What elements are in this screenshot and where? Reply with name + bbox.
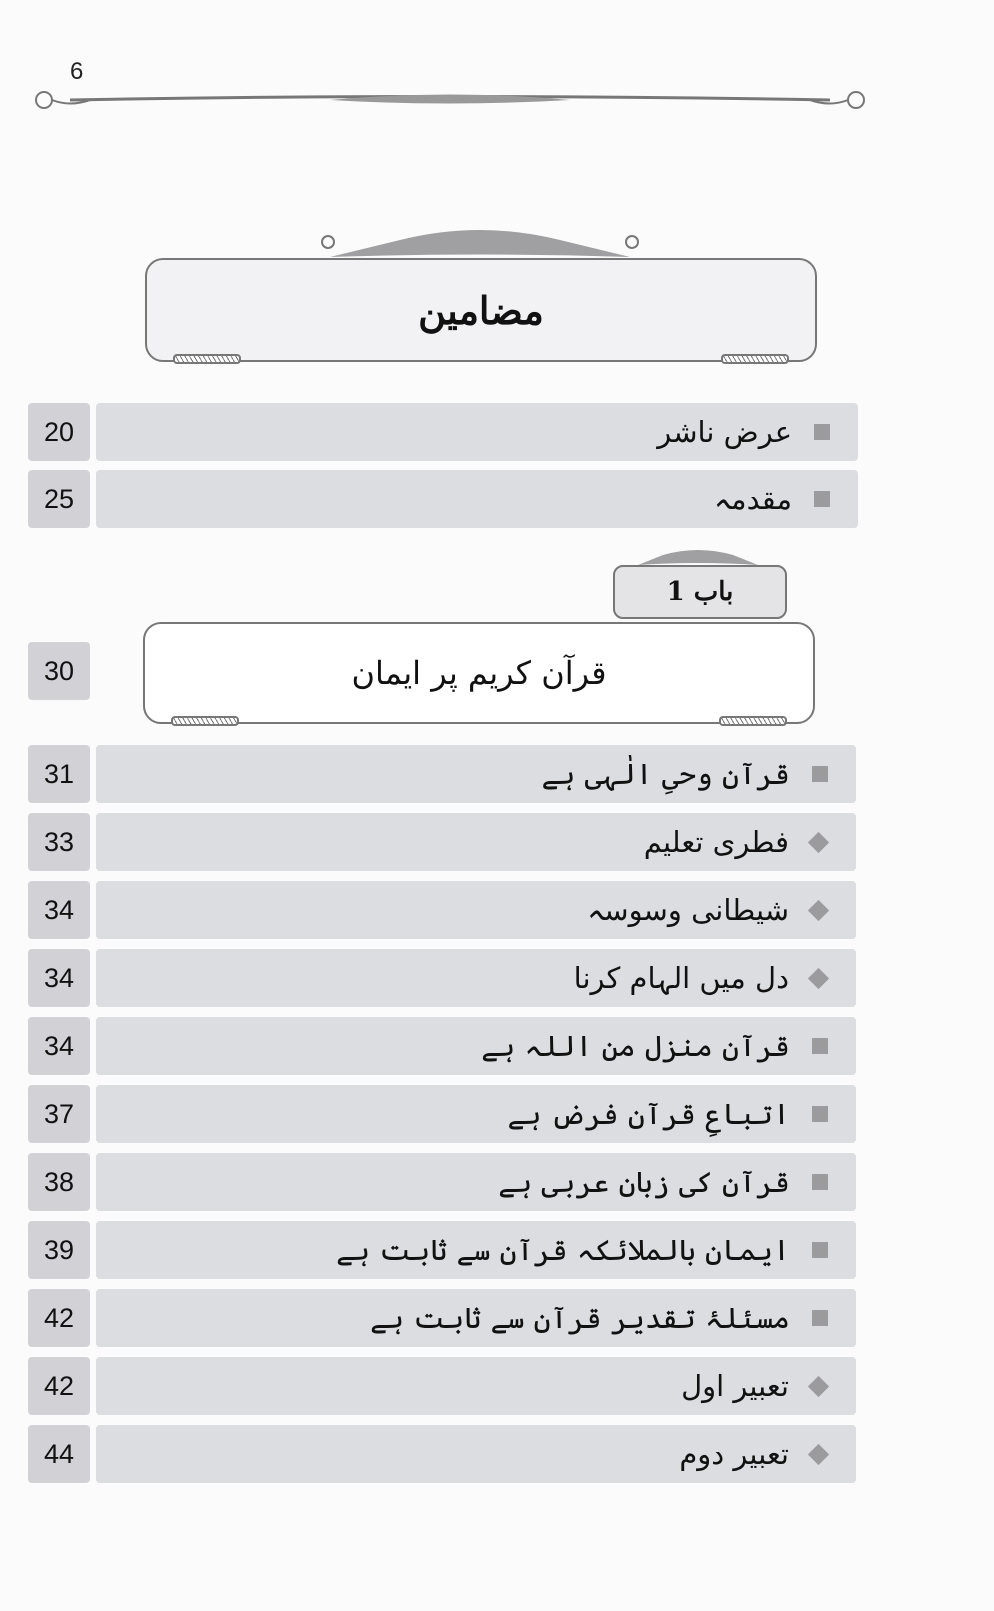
toc-entry[interactable] [96, 745, 856, 803]
chapter-ornament [628, 545, 768, 567]
toc-page-number: 33 [28, 813, 90, 871]
diamond-bullet-icon [808, 899, 829, 920]
toc-entry-label: ایمان بالملائکہ قرآن سے ثابت ہے [336, 1233, 790, 1267]
chapter-badge-label: باب 1 [666, 577, 734, 607]
toc-entry[interactable] [96, 1357, 856, 1415]
toc-entry[interactable] [96, 1289, 856, 1347]
square-bullet-icon [814, 424, 830, 440]
square-bullet-icon [814, 491, 830, 507]
toc-entry[interactable] [96, 1017, 856, 1075]
toc-page-number: 44 [28, 1425, 90, 1483]
toc-entry[interactable] [96, 1085, 856, 1143]
header-ornament [30, 85, 870, 115]
square-bullet-icon [812, 1310, 828, 1326]
toc-entry[interactable] [96, 1221, 856, 1279]
toc-entry[interactable] [96, 1153, 856, 1211]
toc-entry-label: فطری تعلیم [643, 825, 789, 859]
chapter-badge [613, 565, 787, 619]
toc-page-number: 25 [28, 470, 90, 528]
chapter-page-number: 30 [28, 642, 90, 700]
toc-entry[interactable] [96, 881, 856, 939]
diamond-bullet-icon [808, 1375, 829, 1396]
square-bullet-icon [812, 766, 828, 782]
chapter-title: قرآن کریم پر ایمان [351, 654, 607, 692]
page-number: 6 [70, 58, 84, 85]
toc-entry-label: مسئلۂ تقدیر قرآن سے ثابت ہے [370, 1301, 790, 1335]
toc-entry-label: قرآن وحیِ الٰہی ہے [541, 757, 790, 791]
toc-entry-label: مقدمہ [714, 482, 792, 516]
page-title: مضامین [418, 287, 544, 333]
toc-page-number: 42 [28, 1289, 90, 1347]
toc-entry[interactable] [96, 813, 856, 871]
chapter-title-box[interactable] [143, 622, 815, 724]
toc-page-number: 39 [28, 1221, 90, 1279]
toc-page-number: 34 [28, 949, 90, 1007]
toc-page-number: 42 [28, 1357, 90, 1415]
toc-page-number: 34 [28, 881, 90, 939]
toc-page-number: 37 [28, 1085, 90, 1143]
toc-entry-label: قرآن کی زبان عربی ہے [498, 1165, 790, 1199]
toc-entry-label: تعبیر اول [681, 1369, 789, 1403]
diamond-bullet-icon [808, 831, 829, 852]
toc-entry-label: اتباعِ قرآن فرض ہے [507, 1097, 790, 1131]
toc-entry[interactable] [96, 949, 856, 1007]
square-bullet-icon [812, 1242, 828, 1258]
toc-entry[interactable] [96, 403, 858, 461]
diamond-bullet-icon [808, 1443, 829, 1464]
toc-page-number: 31 [28, 745, 90, 803]
toc-entry-label: شیطانی وسوسہ [587, 893, 789, 927]
toc-entry[interactable] [96, 470, 858, 528]
toc-page-number: 34 [28, 1017, 90, 1075]
title-ornament [310, 222, 650, 262]
toc-entry-label: قرآن منزل من اللہ ہے [481, 1029, 790, 1063]
toc-entry-label: دل میں الہام کرنا [573, 961, 789, 995]
toc-entry-label: عرض ناشر [657, 415, 792, 449]
title-box [145, 258, 817, 362]
square-bullet-icon [812, 1038, 828, 1054]
square-bullet-icon [812, 1174, 828, 1190]
toc-entry-label: تعبیر دوم [679, 1437, 789, 1471]
toc-page-number: 38 [28, 1153, 90, 1211]
square-bullet-icon [812, 1106, 828, 1122]
toc-entry[interactable] [96, 1425, 856, 1483]
diamond-bullet-icon [808, 967, 829, 988]
toc-page-number: 20 [28, 403, 90, 461]
